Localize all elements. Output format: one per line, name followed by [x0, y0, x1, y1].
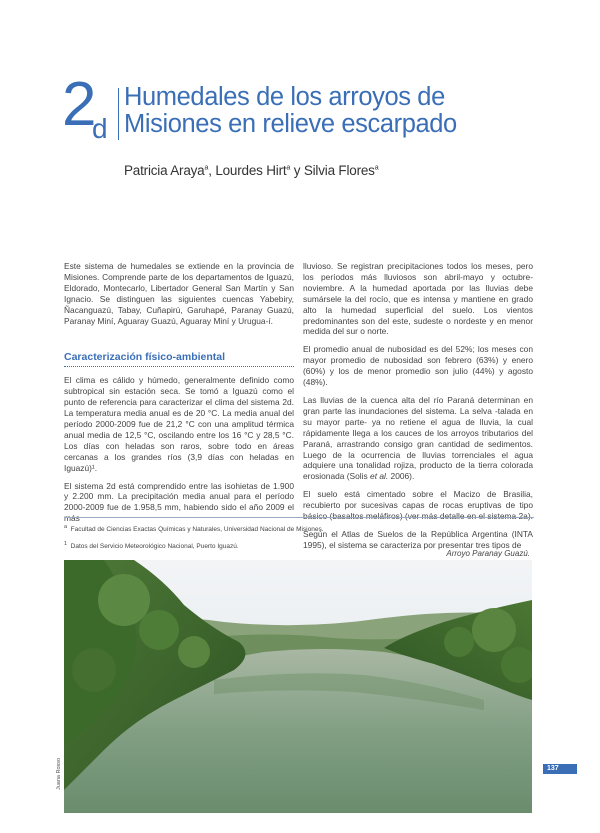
section-heading: Caracterización físico-ambiental — [64, 352, 294, 367]
author-separator: , — [208, 163, 216, 178]
author-separator: y — [290, 163, 304, 178]
author-name: Lourdes Hirt — [215, 163, 287, 178]
chapter-divider — [118, 88, 119, 140]
footnote-marker: 1 — [64, 541, 68, 548]
river-illustration — [64, 560, 532, 813]
chapter-letter: d — [92, 113, 108, 144]
tree-canopy — [98, 574, 150, 626]
footnote — [64, 522, 534, 535]
title-line-1: Humedales de los arroyos de — [124, 83, 445, 111]
tree-canopy — [72, 648, 116, 692]
left-column — [64, 261, 294, 531]
tree-canopy — [472, 608, 516, 652]
affiliation-marker: a — [286, 164, 291, 172]
paragraph-text: 2006). — [388, 471, 415, 482]
footnote-text: Datos del Servicio Meteorológico Nacional, Puerto Iguazú. — [70, 543, 239, 551]
body-paragraph: El promedio anual de nubosidad es del 52%; los meses con mayor promedio de nubosidad son febrero (63%) y enero (60%) y los de menor promedio son julio (44%) y agosto (48%). — [303, 344, 533, 388]
citation-italic: et al. — [370, 471, 389, 482]
footnote-text: Facultad de Ciencias Exactas Químicas y Naturales, Universidad Nacional de Misiones. — [70, 526, 324, 534]
figure-caption: Arroyo Paranay Guazú. — [446, 549, 530, 558]
river-photo — [64, 560, 532, 813]
body-paragraph: Según el Atlas de Suelos de la República Argentina (INTA 1995), el sistema se caracteriza por presentar tres tipos de — [303, 528, 533, 550]
title-line-2: Misiones en relieve escarpado — [124, 110, 457, 138]
photo-credit: Juana Rosso — [56, 757, 62, 790]
affiliation-marker: a — [374, 164, 379, 172]
tree-canopy — [178, 636, 210, 668]
author-name: Patricia Araya — [124, 163, 205, 178]
chapter-number: 2 — [62, 70, 94, 139]
body-paragraph: El clima es cálido y húmedo, generalmente definido como subtropical sin estación seca. Se tomó a Iguazú como el punto de referencia para caracterizar el clima del sistema 2d. La temperatura media anual es de 20 °C. La media anual del período 2000-2009 fue de 21,2 °C con una amplitud térmica anual media de 12,5 °C, oscilando entre los 16 °C y 28,5 °C. Los días con heladas son raros, sobre todo en áreas cercanas a los grandes ríos (3,9 días con heladas en Iguazú)¹. — [64, 375, 294, 473]
body-paragraph: El suelo está cimentado sobre el Macizo de Brasilia, recubierto por sucesivas capas de rocas eruptivas de tipo básico (basaltos meláfiros) (ver más detalle en el sistema 2a). — [303, 489, 533, 522]
intro-paragraph: Este sistema de humedales se extiende en la provincia de Misiones. Comprende parte de los departamentos de Iguazú, Eldorado, Montecarlo, Libertador General San Martín y San Ignacio. Se distinguen las siguientes cuencas Yabebiry, Ñacanguazú, Tabay, Cuñapirú, Garuhapé, Paranay Guazú, Paranay Miní, Aguaray Guazú, Aguaray Miní y Urugua-í. — [64, 261, 294, 326]
paragraph-text: Las lluvias de la cuenca alta del río Paraná determinan en gran parte las inundaciones del sistema. La selva -talada en su mayor parte- ya no retiene el agua de lluvia, la cual rápidamente llega a los cauces de los arroyos tributarios del Paraná, arrastrando consigo gran cantidad de sedimentos. Luego de la ocurrencia de lluvias torrenciales el agua adquiere una tonalidad rojiza, producto de la tierra colorada erosionada (Solis — [303, 394, 533, 482]
footnote-marker: a — [64, 524, 68, 530]
page-title — [124, 84, 564, 138]
right-column — [303, 261, 533, 558]
body-paragraph — [303, 395, 533, 482]
page-number: 137 — [543, 764, 577, 774]
tree-canopy — [139, 610, 179, 650]
body-paragraph: lluvioso. Se registran precipitaciones todos los meses, pero los períodos más lluviosos son abril-mayo y octubre-noviembre. A la humedad aportada por las lluvias debe sumársele la del rocío, que es intensa y mantiene en grado alto la humedad superficial del suelo. Los vientos predominantes son del este, sudeste o nordeste y en menor medida del sur o norte. — [303, 261, 533, 337]
author-name: Silvia Flores — [303, 163, 375, 178]
body-paragraph: El sistema 2d está comprendido entre las isohietas de 1.900 y 2.200 mm. La precipitación media anual para el período 2000-2009 fue de 1.958,5 mm, habiendo sido el año 2009 el más — [64, 480, 294, 524]
tree-canopy — [444, 627, 474, 657]
affiliation-marker: a — [204, 164, 209, 172]
authors-line — [124, 163, 378, 178]
